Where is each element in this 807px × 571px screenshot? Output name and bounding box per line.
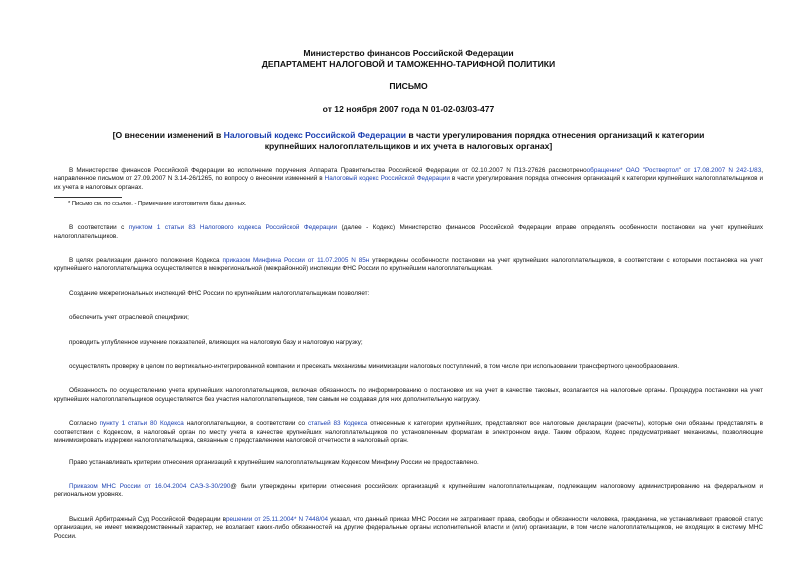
article-83-link[interactable]: пунктом 1 статьи 83 Налогового кодекса Российской Федерации xyxy=(128,224,338,232)
document-subject xyxy=(54,130,763,151)
paragraph-7: осуществлять проверку в целом по вертикально-интегрированной компании и пресекать механизмы минимизации налоговых поступлений, в том числе при использовании трансфертного ценообразования. xyxy=(69,363,679,371)
document-type: ПИСЬМО xyxy=(389,81,428,91)
subject-text-post: в части урегулирования порядка отнесения организаций к категории крупнейших налогоплательщиков и их учета в налоговых органах] xyxy=(264,130,705,151)
text: (далее - Кодекс) Министерство финансов Российской Федерации вправе определять особенности постановки на учет крупнейших налогоплательщиков. xyxy=(54,224,764,240)
text: Согласно xyxy=(69,420,100,428)
footnote: * Письмо см. по ссылке. - Примечание изготовителя базы данных. xyxy=(68,201,247,208)
paragraph-1 xyxy=(54,167,763,192)
text: В соответствии с xyxy=(69,224,129,232)
paragraph-5: обеспечить учет отраслевой специфики; xyxy=(69,314,189,322)
text: налогоплательщики, в соответствии со xyxy=(183,420,308,428)
paragraph-6: проводить углубленное изучение показателей, влияющих на налоговую базу и налоговую нагрузку; xyxy=(69,338,363,346)
footnote-divider xyxy=(54,197,122,198)
document-date-number: от 12 ноября 2007 года N 01-02-03/03-477 xyxy=(322,103,495,114)
text: В целях реализации данного положения Кодекса xyxy=(69,257,223,265)
subject-text-pre: [О внесении изменений в xyxy=(112,130,224,140)
text: Высший Арбитражный Суд Российской Федерации в xyxy=(69,515,226,523)
text: утверждены особенности постановки на учет крупнейших налогоплательщиков, в соответствии с которыми постановка на учет крупнейшего налогоплательщика осуществляется в межрегиональной (межрайонной) инспекции ФНС России по крупнейшим налогоплательщикам. xyxy=(54,257,763,273)
text: в части урегулирования порядка отнесения организаций к категории крупнейших налогоплательщиков и их учета в налоговых органах. xyxy=(54,175,764,191)
mns-order-link[interactable]: Приказом МНС России от 16.04.2004 САЭ-3-30/290 xyxy=(69,482,231,490)
paragraph-10: Право устанавливать критерии отнесения организаций к крупнейшим налогоплательщикам Кодексом Минфину России не предоставлено. xyxy=(69,458,479,466)
appeal-link[interactable]: обращение* ОАО "Роствертол" от 17.08.2007 N 242-1/83 xyxy=(586,167,762,174)
article-83-link[interactable]: статьей 83 Кодекса xyxy=(307,420,368,428)
ministry-name: Министерство финансов Российской Федерации xyxy=(303,48,514,58)
tax-code-link[interactable]: Налоговый кодекс Российской Федерации xyxy=(324,175,450,183)
paragraph-3 xyxy=(54,257,763,274)
text: отнесенные к категории крупнейших, представляют все налоговые декларации (расчеты), которые они обязаны представлять в соответствии с Кодексом, в налоговый орган по месту учета в качестве крупнейших налогоплательщиков по установленным форматам в электронном виде. Таким образом, Кодекс предусматривает механизмы, позволяющие минимизировать издержки налогоплательщика, связанные с представлением налоговой отчетности в налоговый орган. xyxy=(54,420,763,445)
paragraph-12 xyxy=(54,516,763,541)
article-80-link[interactable]: пункту 1 статьи 80 Кодекса xyxy=(99,420,184,428)
text: , направленное письмом от 27.09.2007 N 3.14-26/1265, по вопросу о внесении изменений в xyxy=(54,167,763,183)
department-name: ДЕПАРТАМЕНТ НАЛОГОВОЙ И ТАМОЖЕННО-ТАРИФНОЙ ПОЛИТИКИ xyxy=(261,58,556,69)
text: @ были утверждены критерии отнесения российских организаций к крупнейшим налогоплательщикам, подлежащим налоговому администрированию на федеральном и региональном уровнях. xyxy=(54,482,763,499)
document-body xyxy=(54,167,763,541)
text: указал, что данный приказ МНС России не затрагивает права, свободы и обязанности человека, гражданина, не устанавливает правовой статус организации, не имеет межведомственный характер, не возлагает каких-либо обязанностей на другие федеральные органы исполнительной власти и (или) организации, в том числе налогоплательщиков, не входящих в систему МНС России. xyxy=(54,515,763,540)
paragraph-9 xyxy=(54,420,763,445)
court-decision-link[interactable]: решении от 25.11.2004* N 7448/04 xyxy=(226,515,329,523)
paragraph-2 xyxy=(54,224,763,241)
document-header xyxy=(54,0,763,151)
paragraph-11 xyxy=(54,483,763,500)
text: В Министерстве финансов Российской Федерации во исполнение поручения Аппарата Правительства Российской Федерации от 02.10.2007 N П13-27626 рассмотрено xyxy=(69,167,587,174)
tax-code-link[interactable]: Налоговый кодекс Российской Федерации xyxy=(223,130,407,140)
minfin-order-link[interactable]: приказом Минфина России от 11.07.2005 N 85н xyxy=(222,257,370,265)
paragraph-8: Обязанность по осуществлению учета крупнейших налогоплательщиков, включая обязанность по информированию о постановке их на учет в качестве таковых, возлагается на налоговые органы. Процедура постановки на учет крупнейших налогоплательщиков осуществляется без участия налогоплательщиков, тем самым не создавая для них дополнительную нагрузку. xyxy=(54,387,763,403)
paragraph-4: Создание межрегиональных инспекций ФНС России по крупнейшим налогоплательщикам позволяет: xyxy=(69,289,370,297)
